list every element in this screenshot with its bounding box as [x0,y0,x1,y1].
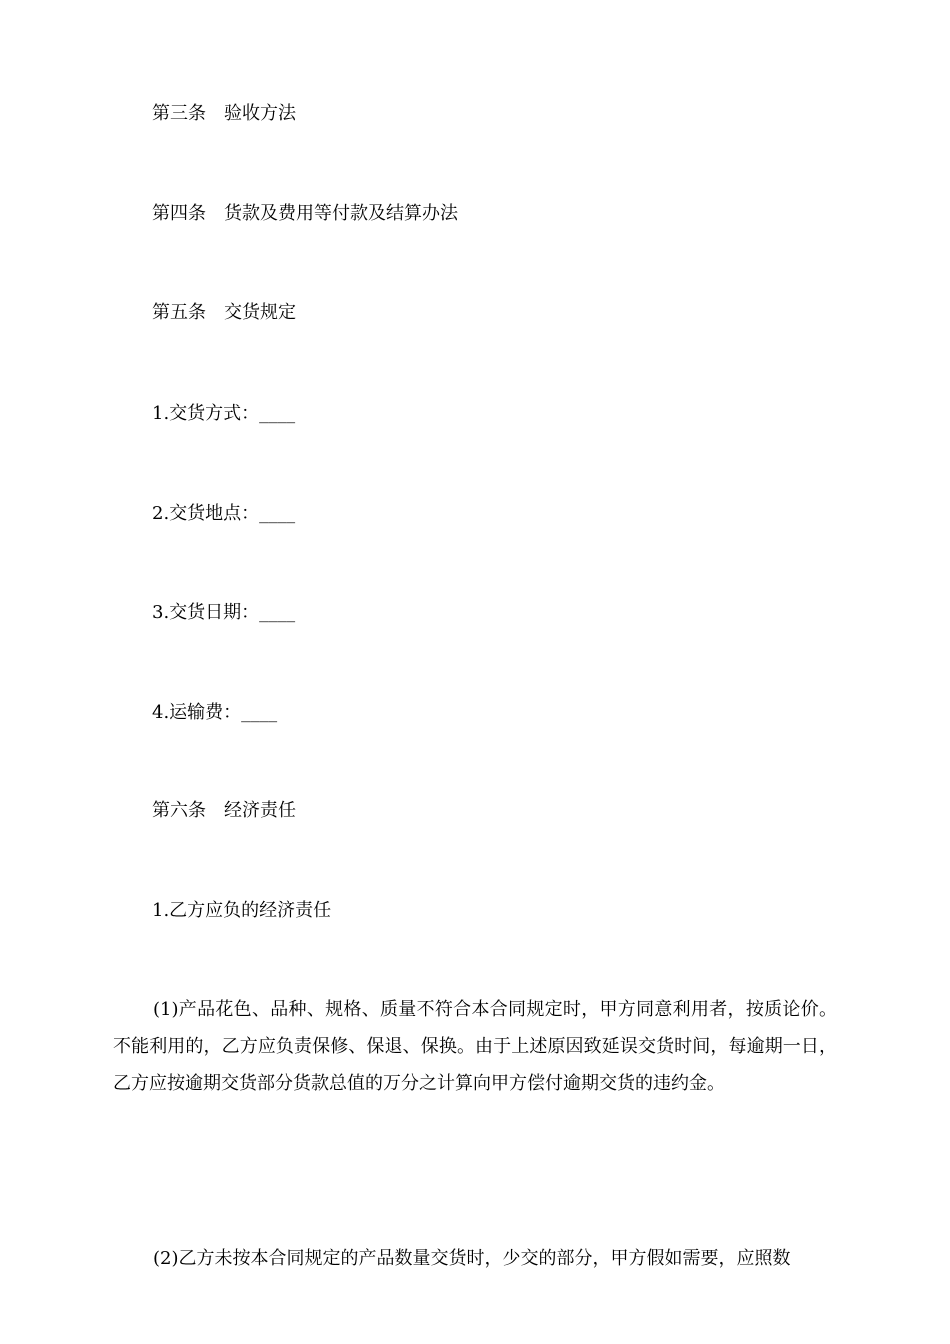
clause-1-text: (1)产品花色、品种、规格、质量不符合本合同规定时，甲方同意利用者，按质论价。不能利用的，乙方应负责保修、保退、保换。由于上述原因致延误交货时间，每逾期一日，乙方应按逾期交货部分货款总值的万分之计算向甲方偿付逾期交货的违约金。 [113,999,837,1094]
delivery-location-line: 2.交货地点：____ [152,503,296,524]
article-3-heading: 第三条 验收方法 [152,103,296,124]
article-6-heading: 第六条 经济责任 [152,800,296,821]
transport-fee-line: 4.运输费：____ [152,702,278,723]
article-4-heading: 第四条 货款及费用等付款及结算办法 [152,203,458,224]
clause-2-text: (2)乙方未按本合同规定的产品数量交货时，少交的部分，甲方假如需要，应照数 [153,1248,791,1269]
party-b-liability-heading: 1.乙方应负的经济责任 [152,900,332,921]
clause-2-paragraph [113,1240,837,1277]
delivery-date-line: 3.交货日期：____ [152,602,296,623]
article-5-heading: 第五条 交货规定 [152,302,296,323]
delivery-method-line: 1.交货方式：____ [152,403,296,424]
clause-1-paragraph [113,991,837,1102]
